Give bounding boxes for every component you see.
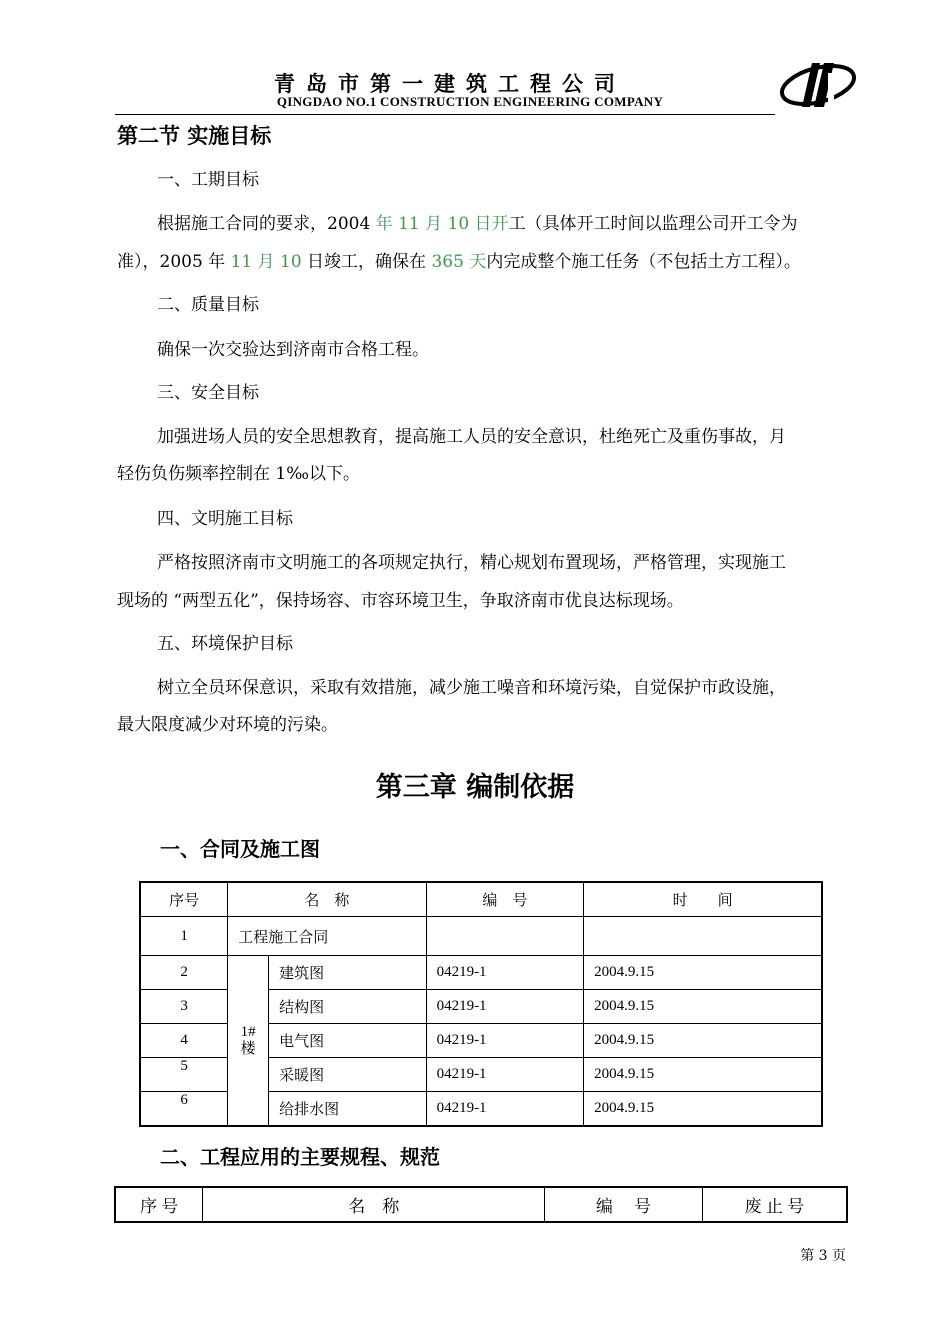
row-number: 5 [140,1058,228,1092]
row-date: 2004.9.15 [584,990,822,1024]
section-title: 第二节 实施目标 [117,124,272,148]
row-name: 给排水图 [269,1092,426,1127]
table-header-row [140,882,822,917]
goal-heading-environment: 五、环境保护目标 [157,634,293,654]
schedule-paragraph-line1 [157,215,798,234]
row-name: 电气图 [269,1024,426,1058]
goal-heading-safety: 三、安全目标 [157,383,259,403]
row-date: 2004.9.15 [584,1058,822,1092]
header-divider [115,114,775,115]
row-date: 2004.9.15 [584,1092,822,1127]
table-header-row [115,1187,847,1222]
drawings-table [139,881,823,1127]
goal-heading-civilized: 四、文明施工目标 [157,509,293,529]
goal-body-safety-line1: 加强进场人员的安全思想教育，提高施工人员的安全意识，杜绝死亡及重伤事故，月 [157,427,786,447]
text-span: 工（具体开工时间以监理公司开工令为 [508,214,798,234]
table-header-cell: 废 止 号 [702,1187,847,1222]
text-span: 准），2005 年 [117,252,231,272]
row-code [426,917,584,956]
row-date: 2004.9.15 [584,956,822,990]
group-label-building: 1# 楼 [228,956,269,1127]
row-number: 2 [140,956,228,990]
table-row [140,956,822,990]
goal-body-quality: 确保一次交验达到济南市合格工程。 [157,340,429,360]
goal-body-environment-line1: 树立全员环保意识，采取有效措施，减少施工噪音和环境污染，自觉保护市政设施， [157,678,786,698]
table-header-cell: 序号 [140,882,228,917]
goal-body-environment-line2: 最大限度减少对环境的污染。 [117,715,338,735]
company-name-cn: 青岛市第一建筑工程公司 [274,71,626,96]
table-header-cell: 编 号 [426,882,584,917]
highlight-span: 年 11 月 10 日开 [375,214,509,234]
standards-table [114,1186,848,1223]
row-name: 结构图 [269,990,426,1024]
row-code: 04219-1 [426,1058,584,1092]
page-number: 第 3 页 [800,1248,846,1264]
table-header-cell: 名 称 [203,1187,545,1222]
chapter-title: 第三章 编制依据 [375,772,575,803]
company-name-en: QINGDAO NO.1 CONSTRUCTION ENGINEERING COMPANY [276,94,664,109]
text-span: 日竣工，确保在 [301,252,432,272]
row-number: 4 [140,1024,228,1058]
row-code: 04219-1 [426,990,584,1024]
text-span: 根据施工合同的要求，2004 [157,214,376,234]
goal-body-safety-line2: 轻伤负伤频率控制在 1‰以下。 [117,464,361,484]
row-code: 04219-1 [426,1024,584,1058]
row-number: 1 [140,917,228,956]
table-row [140,917,822,956]
text-span: 内完成整个施工任务（不包括土方工程）。 [486,252,801,272]
row-code: 04219-1 [426,1092,584,1127]
row-date: 2004.9.15 [584,1024,822,1058]
goal-body-civilized-line2: 现场的 “两型五化”，保持场容、市容环境卫生，争取济南市优良达标现场。 [117,591,684,611]
goal-heading-quality: 二、质量目标 [157,295,259,315]
subsection-title-contracts: 一、合同及施工图 [160,837,320,861]
table-header-cell: 序 号 [115,1187,203,1222]
row-code: 04219-1 [426,956,584,990]
table-header-cell: 编 号 [545,1187,703,1222]
subsection-title-standards: 二、工程应用的主要规程、规范 [160,1145,440,1169]
goal-heading-schedule: 一、工期目标 [157,170,259,190]
table-header-cell: 名 称 [228,882,426,917]
company-logo-icon [778,55,858,115]
highlight-span: 365 天 [431,252,487,272]
row-date [584,917,822,956]
row-name: 工程施工合同 [228,917,426,956]
highlight-span: 11 月 10 [230,252,302,272]
table-header-cell: 时 间 [584,882,822,917]
row-number: 3 [140,990,228,1024]
row-name: 建筑图 [269,956,426,990]
schedule-paragraph-line2 [117,253,801,272]
goal-body-civilized-line1: 严格按照济南市文明施工的各项规定执行，精心规划布置现场，严格管理，实现施工 [157,553,786,573]
row-number: 6 [140,1092,228,1127]
row-name: 采暖图 [269,1058,426,1092]
